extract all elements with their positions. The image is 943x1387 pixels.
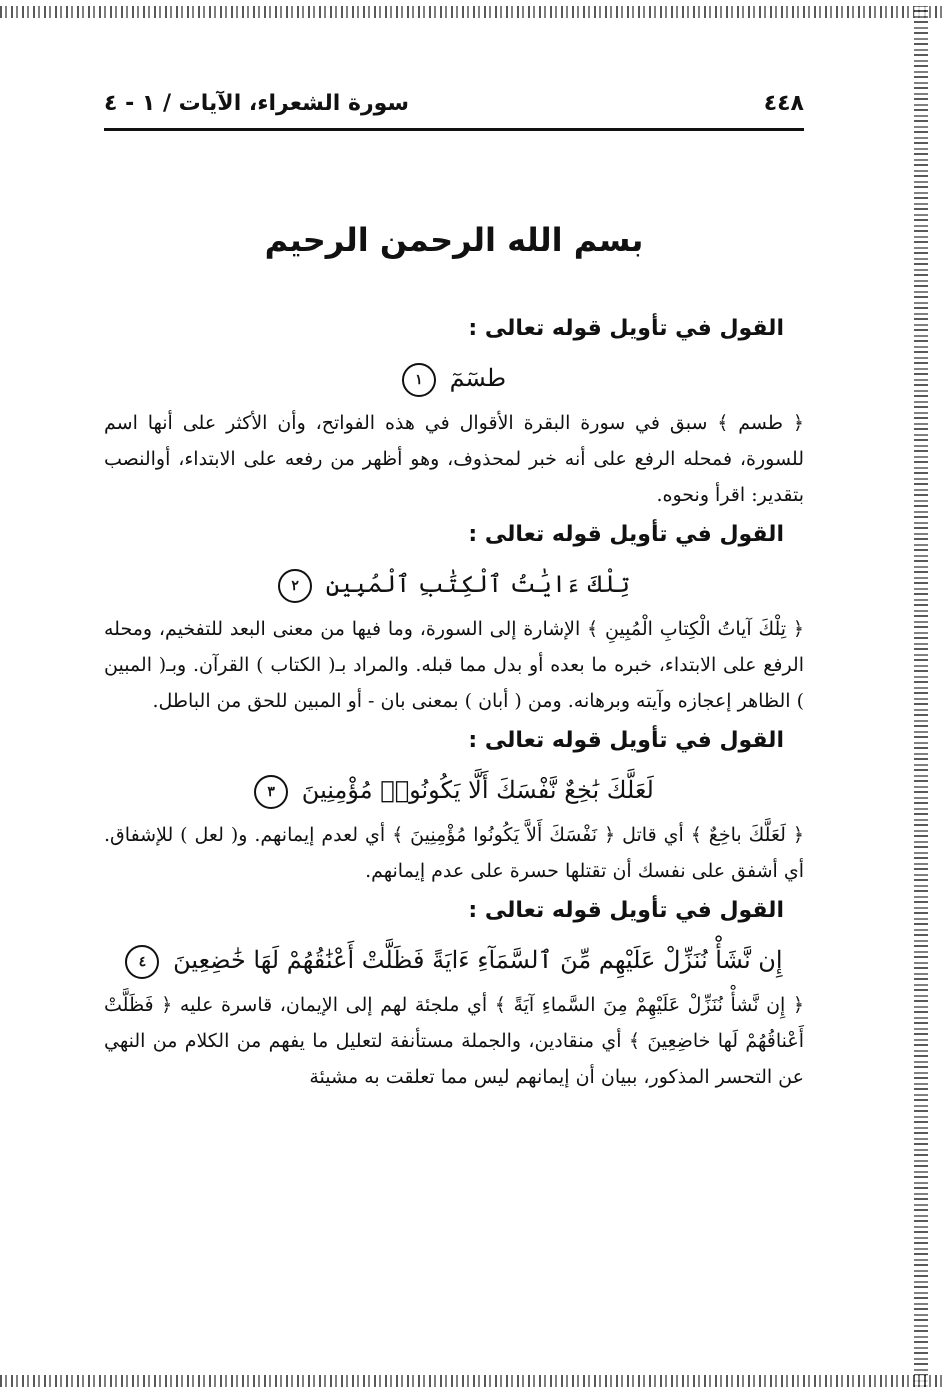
section-heading: القول في تأويل قوله تعالى :	[468, 522, 784, 547]
verse-text: إِن نَّشَأْ نُنَزِّلْ عَلَيْهِم مِّنَ ٱلسَّمَآءِ ءَايَةً فَظَلَّتْ أَعْنَٰقُهُمْ لَهَا خَٰضِعِينَ	[173, 946, 783, 974]
page-border-right	[914, 6, 928, 1387]
section-ayah-2	[104, 513, 804, 719]
quran-verse	[104, 351, 804, 405]
surah-title: سورة الشعراء، الآيات / ١ - ٤	[104, 90, 410, 116]
section-ayah-1	[104, 307, 804, 513]
page-border-bottom	[0, 1375, 943, 1387]
section-heading: القول في تأويل قوله تعالى :	[468, 316, 784, 341]
commentary-paragraph: ﴿ تِلْكَ آياتُ الْكِتابِ الْمُبِينِ ﴾ الإشارة إلى السورة، وما فيها من معنى البعد للتفخيم، ومحله الرفع على الابتداء، خبره ما بعده أو بدل مما قبله. والمراد بـ( الكتاب ) القرآن. وبـ( المبين ) الظاهر إعجازه وآيته وبرهانه. ومن ( أبان ) بمعنى بان - أو المبين للحق من الباطل.	[104, 618, 804, 712]
section-heading: القول في تأويل قوله تعالى :	[468, 728, 784, 753]
book-page	[104, 78, 804, 1368]
verse-text: طسٓمٓ	[449, 364, 507, 392]
verse-text: تِلْكَ ءَايَٰتُ ٱلْكِتَٰبِ ٱلْمُبِينِ	[325, 570, 630, 598]
basmala: بسم الله الرحمن الرحيم	[264, 221, 644, 259]
section-ayah-4	[104, 889, 804, 1095]
commentary-paragraph: ﴿ طسم ﴾ سبق في سورة البقرة الأقوال في هذه الفواتح، وأن الأكثر على أنها اسم للسورة، فمحله الرفع على أنه خبر لمحذوف، وهو أظهر من رفعه على الابتداء، أوالنصب بتقدير: اقرأ ونحوه.	[104, 412, 805, 506]
section-ayah-3	[104, 719, 804, 889]
ayah-number-marker: ١	[402, 363, 436, 397]
verse-text: لَعَلَّكَ بَٰخِعٌ نَّفْسَكَ أَلَّا يَكُونُوا۟ مُؤْمِنِينَ	[301, 776, 654, 804]
page-border-top	[0, 6, 943, 18]
ayah-number-marker: ٣	[254, 775, 288, 809]
running-header	[104, 78, 804, 131]
quran-verse	[104, 933, 804, 987]
ayah-number-marker: ٢	[278, 569, 312, 603]
page-number: ٤٤٨	[763, 90, 804, 116]
ayah-number-marker: ٤	[125, 945, 159, 979]
quran-verse	[104, 763, 804, 817]
commentary-paragraph: ﴿ إِن نَّشأْ نُنَزِّلْ عَلَيْهِمْ مِنَ السَّماءِ آيَةً ﴾ أي ملجئة لهم إلى الإيمان، قاسرة عليه ﴿ فَظَلَّتْ أَعْناقُهُمْ لَها خاضِعِينَ ﴾ أي منقادين، والجملة مستأنفة لتعليل ما يفهم من الكلام من النهي عن التحسر المذكور، ببيان أن إيمانهم ليس مما تعلقت به مشيئة	[104, 994, 804, 1088]
quran-verse	[104, 557, 804, 611]
commentary-paragraph: ﴿ لَعَلَّكَ باخِعٌ ﴾ أي قاتل ﴿ نَفْسَكَ أَلاَّ يَكُونُوا مُؤْمِنِينَ ﴾ أي لعدم إيمانهم. و( لعل ) للإشفاق. أي أشفق على نفسك أن تقتلها حسرة على عدم إيمانهم.	[104, 824, 804, 882]
section-heading: القول في تأويل قوله تعالى :	[468, 898, 784, 923]
